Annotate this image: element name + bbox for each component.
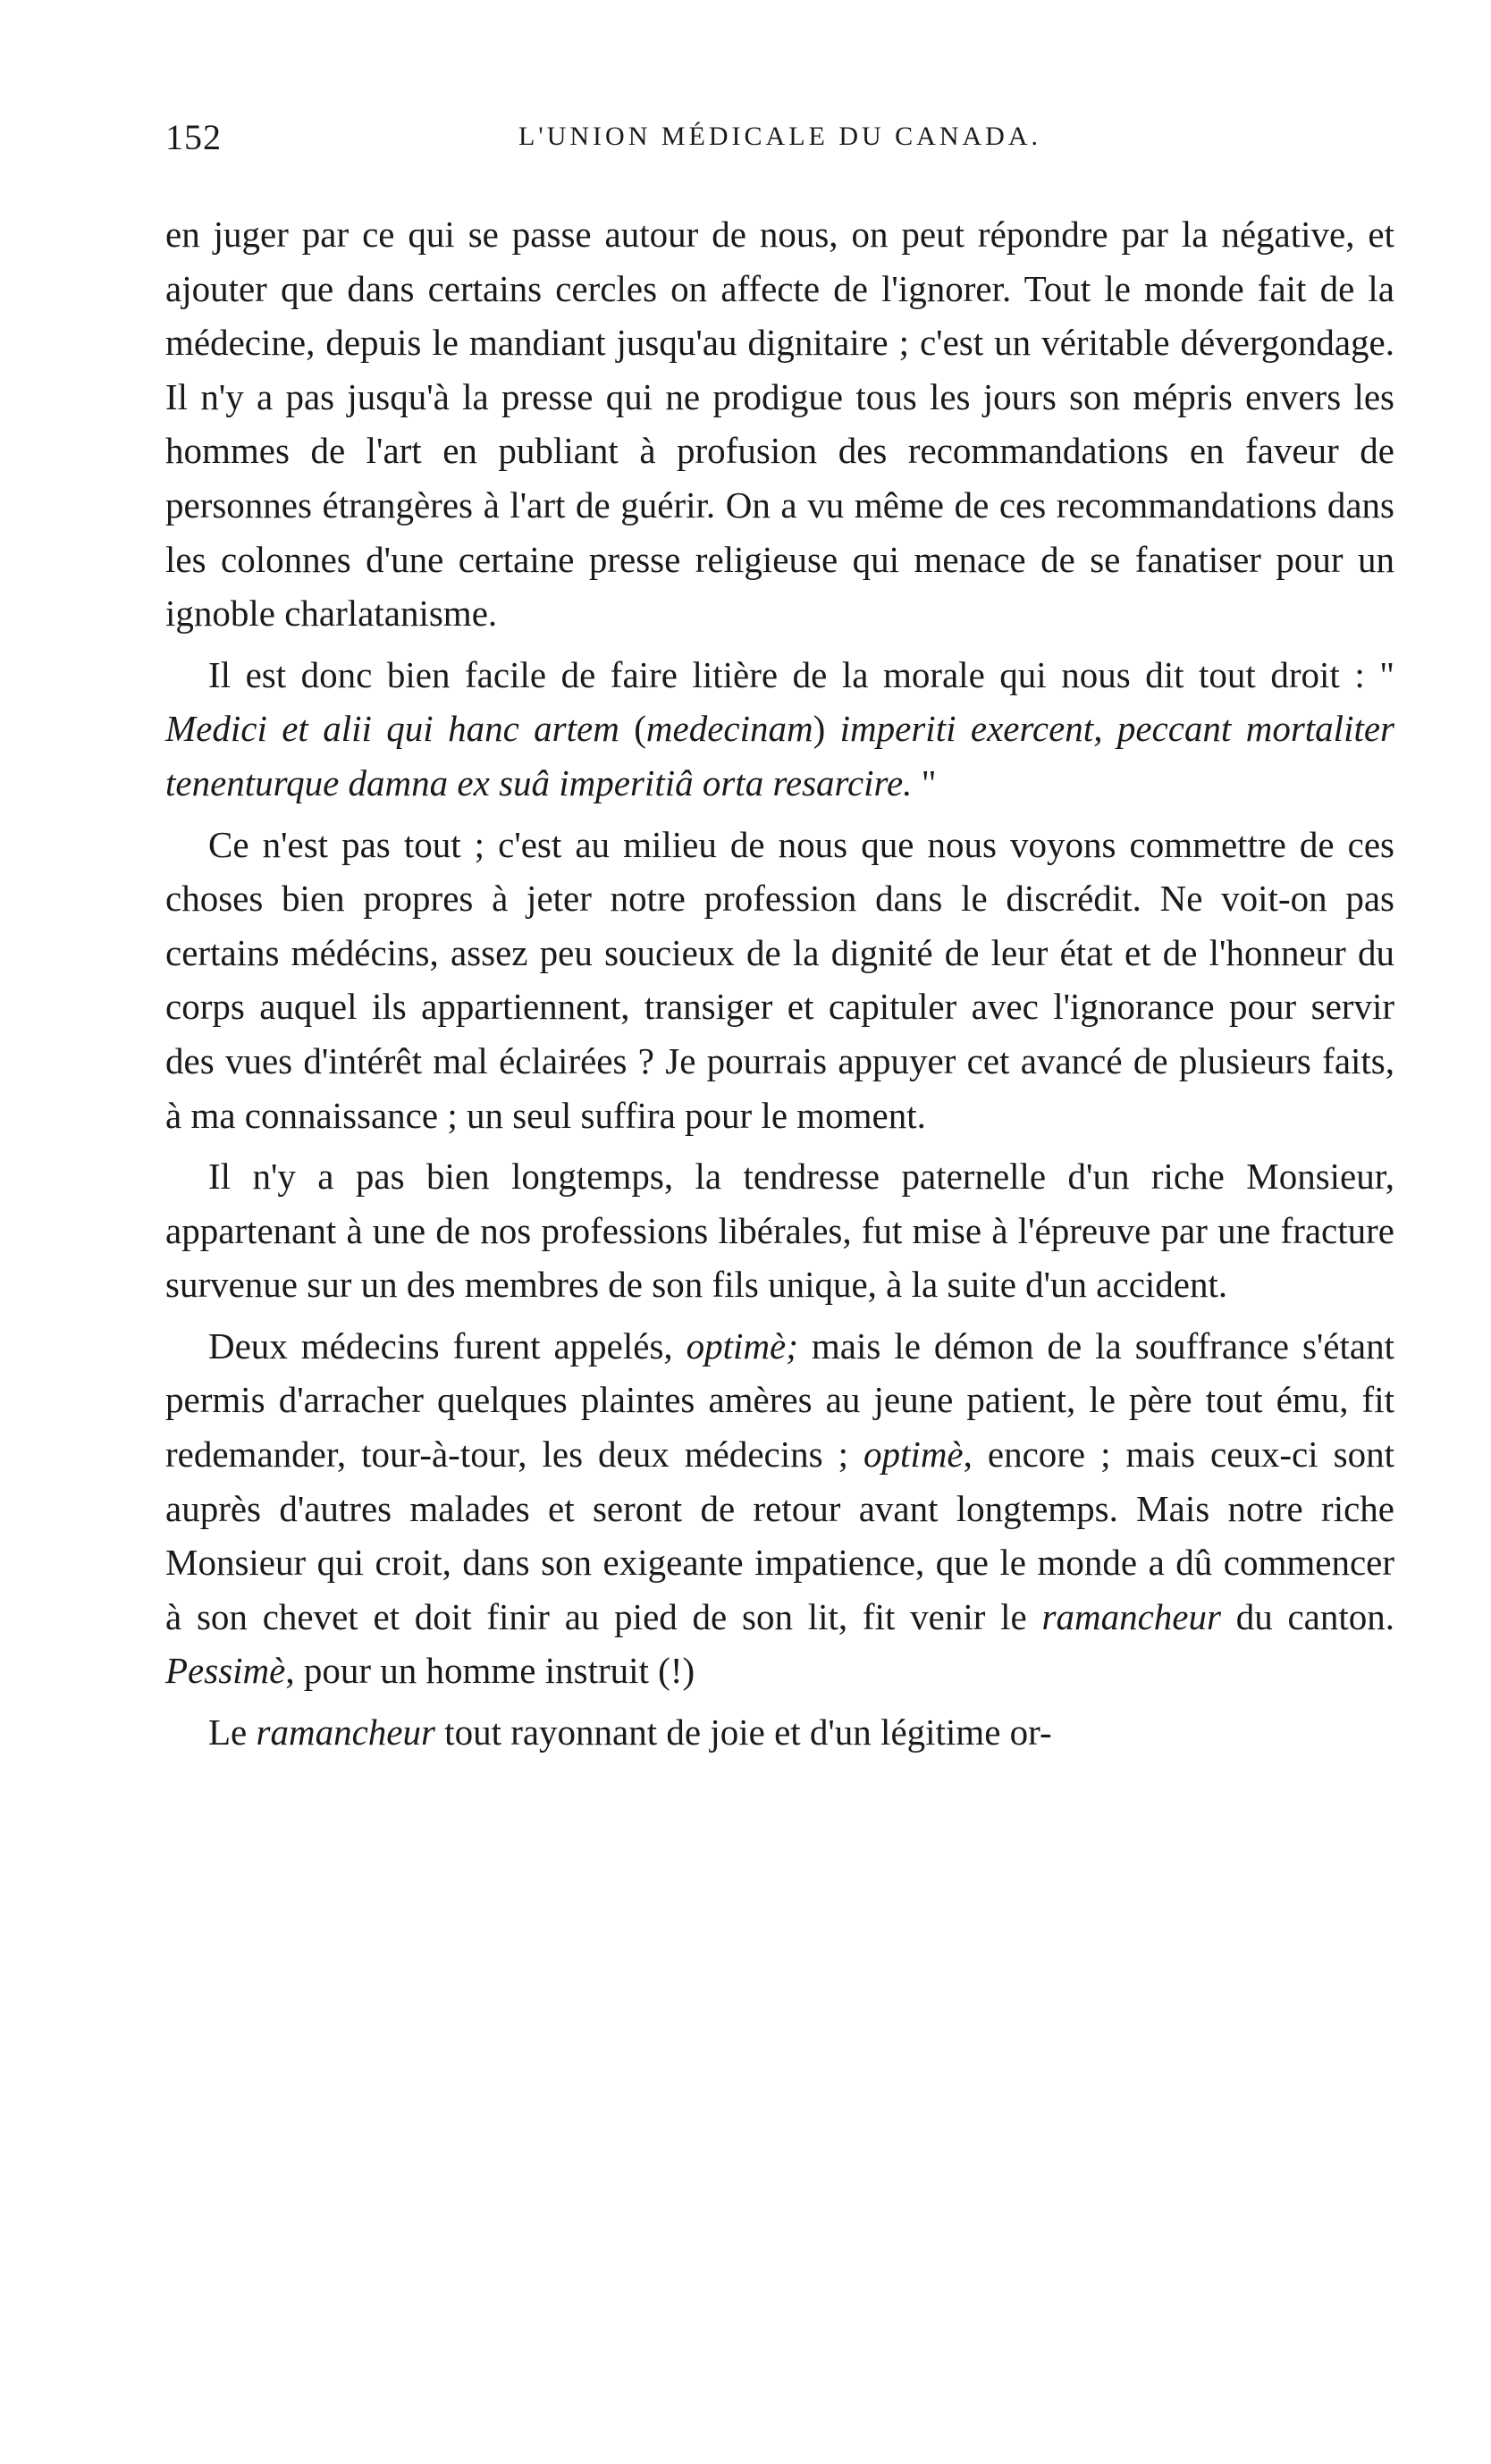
page-number: 152: [165, 117, 222, 157]
page-header: [165, 116, 1394, 170]
text-run: , pour un homme instruit (!): [285, 1650, 695, 1692]
running-title: L'UNION MÉDICALE DU CANADA.: [518, 122, 1042, 151]
italic-text: ramancheur: [1041, 1595, 1221, 1637]
text-run: ": [912, 761, 937, 803]
text-run: Le: [208, 1711, 257, 1753]
paragraph: [165, 1319, 1394, 1698]
italic-text: optimè;: [686, 1325, 798, 1367]
body-text: [165, 207, 1394, 1760]
document-page: [165, 116, 1394, 1767]
paragraph: [165, 207, 1394, 641]
paragraph: [165, 1705, 1394, 1760]
italic-text: optimè: [863, 1434, 964, 1476]
paragraph: [165, 818, 1394, 1143]
italic-text: medecinam: [645, 708, 813, 750]
paragraph: [165, 1149, 1394, 1312]
italic-text: ramancheur: [256, 1711, 435, 1753]
text-run: Ce n'est pas tout ; c'est au milieu de nous que nous voyons commettre de ces choses bien propres à jeter notre profession dans le discrédit. Ne voit-on pas certains médécins, assez peu soucieux de la dignité de leur état et de l'honneur du corps auquel ils appartiennent, transiger et capituler avec l'ignorance pour servir des vues d'intérêt mal éclairées ? Je pourrais appuyer cet avancé de plusieurs faits, à ma connaissance ; un seul suffira pour le moment.: [165, 823, 1394, 1136]
italic-text: Medici et alii qui hanc artem: [165, 708, 619, 750]
text-run: Il n'y a pas bien longtemps, la tendresse paternelle d'un riche Monsieur, appartenant à une de nos professions libérales, fut mise à l'épreuve par une fracture survenue sur un des membres de son fils unique, à la suite d'un accident.: [165, 1156, 1394, 1306]
text-run: du canton.: [1220, 1595, 1394, 1637]
italic-text: Pessimè: [165, 1650, 286, 1692]
text-run: ): [813, 708, 840, 750]
text-run: en juger par ce qui se passe autour de nous, on peut répondre par la négative, et ajouter que dans certains cercles on affecte de l'ignorer. Tout le monde fait de la médecine, depuis le mandiant jusqu'au dignitaire ; c'est un véritable dévergondage. Il n'y a pas jusqu'à la presse qui ne prodigue tous les jours son mépris envers les hommes de l'art en publiant à profusion des recommandations en faveur de personnes étrangères à l'art de guérir. On a vu même de ces recommandations dans les colonnes d'une certaine presse religieuse qui menace de se fanatiser pour un ignoble charlatanisme.: [165, 214, 1394, 635]
italic-text: imperiti exercent, peccant mortaliter tenenturque damna ex suâ imperitiâ orta resarcire.: [165, 708, 1395, 803]
text-run: tout rayonnant de joie et d'un légitime or-: [434, 1711, 1052, 1753]
text-run: (: [619, 708, 646, 750]
paragraph: [165, 648, 1394, 811]
text-run: Il est donc bien facile de faire litière de la morale qui nous dit tout droit : ": [208, 653, 1394, 695]
text-run: mais le démon de la souffrance s'étant permis d'arracher quelques plaintes amères au jeune patient, le père tout ému, fit redemander, tour-à-tour, les deux médecins ;: [165, 1325, 1394, 1476]
text-run: Deux médecins furent appelés,: [208, 1325, 687, 1367]
text-run: , encore ; mais ceux-ci sont auprès d'autres malades et seront de retour avant longtemps. Mais notre riche Monsieur qui croit, dans son exigeante impatience, que le monde a dû commencer à son chevet et doit finir au pied de son lit, fit venir le: [165, 1434, 1394, 1637]
